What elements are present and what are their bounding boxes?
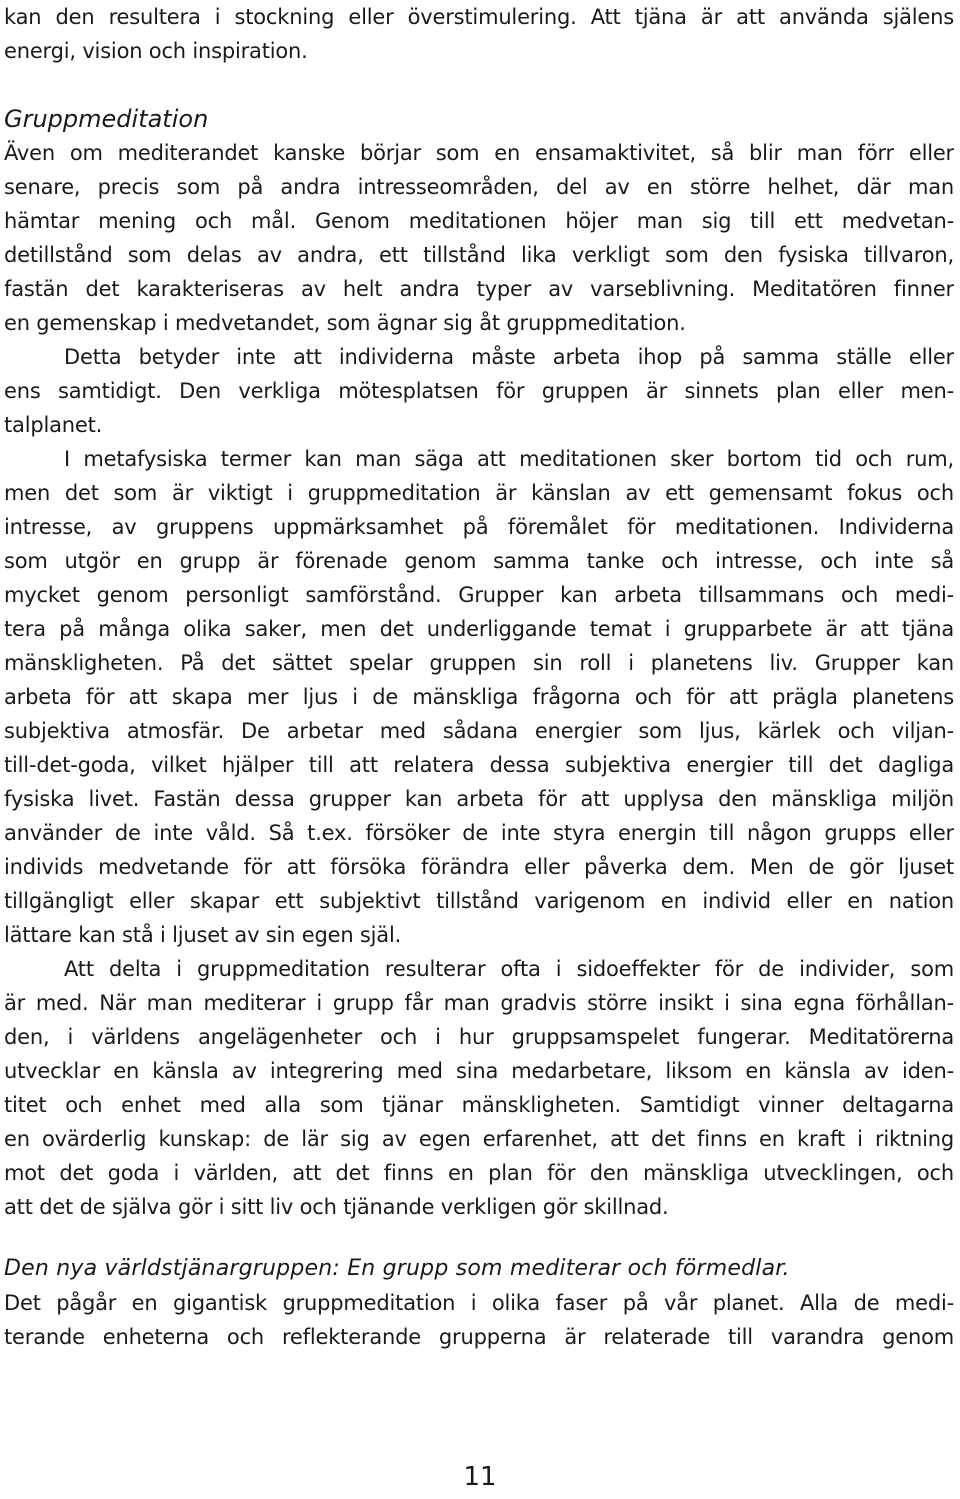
text-line: att det de själva gör i sitt liv och tjänande verkligen gör skillnad. — [4, 1195, 669, 1219]
text-line: som utgör en grupp är förenade genom samma tanke och intresse, och inte så — [4, 549, 954, 573]
text-line: utvecklar en känsla av integrering med sina medarbetare, liksom en känsla av iden- — [4, 1059, 954, 1083]
text-line: Att delta i gruppmeditation resulterar ofta i sidoeffekter för de individer, som — [64, 957, 954, 981]
text-line: individs medvetande för att försöka förändra eller påverka dem. Men de gör ljuset — [4, 855, 954, 879]
intro-paragraph — [4, 0, 954, 68]
text-line: talplanet. — [4, 413, 103, 437]
text-line: hämtar mening och mål. Genom meditationen höjer man sig till ett medvetan- — [4, 209, 954, 233]
text-line: lättare kan stå i ljuset av sin egen själ. — [4, 923, 402, 947]
text-line: men det som är viktigt i gruppmeditation är känslan av ett gemensamt fokus och — [4, 481, 954, 505]
text-line: senare, precis som på andra intresseområden, del av en större helhet, där man — [4, 175, 954, 199]
page-number: 11 — [463, 1462, 497, 1492]
text-line: subjektiva atmosfär. De arbetar med sådana energier som ljus, kärlek och viljan- — [4, 719, 954, 743]
section-heading-gruppmeditation: Gruppmeditation — [4, 105, 209, 133]
paragraph — [4, 952, 954, 1224]
text-line: Det pågår en gigantisk gruppmeditation i olika faser på vår planet. Alla de medi- — [4, 1291, 954, 1315]
text-line: fysiska livet. Fastän dessa grupper kan arbeta för att upplysa den mänskliga miljön — [4, 787, 954, 811]
spacer — [4, 1224, 954, 1252]
text-line: tillgängligt eller skapar ett subjektivt tillstånd varigenom en individ eller en nation — [4, 889, 954, 913]
text-line: fastän det karakteriseras av helt andra typer av varseblivning. Meditatören finner — [4, 277, 954, 301]
text-line: en gemenskap i medvetandet, som ägnar sig åt gruppmeditation. — [4, 311, 686, 335]
text-line: I metafysiska termer kan man säga att meditationen sker bortom tid och rum, — [64, 447, 954, 471]
text-line: titet och enhet med alla som tjänar mänskligheten. Samtidigt vinner deltagarna — [4, 1093, 954, 1117]
text-line: mycket genom personligt samförstånd. Grupper kan arbeta tillsammans och medi- — [4, 583, 954, 607]
paragraph — [4, 442, 954, 952]
text-line: en ovärderlig kunskap: de lär sig av egen erfarenhet, att det finns en kraft i riktning — [4, 1127, 954, 1151]
text-line: är med. När man mediterar i grupp får man gradvis större insikt i sina egna förhållan- — [4, 991, 954, 1015]
text-line: mot det goda i världen, att det finns en plan för den mänskliga utvecklingen, och — [4, 1161, 954, 1185]
text-line: till-det-goda, vilket hjälper till att relatera dessa subjektiva energier till det dagliga — [4, 753, 954, 777]
text-line: ens samtidigt. Den verkliga mötesplatsen för gruppen är sinnets plan eller men- — [4, 379, 954, 403]
text-line: använder de inte våld. Så t.ex. försöker de inte styra energin till någon grupps eller — [4, 821, 954, 845]
paragraph — [4, 340, 954, 442]
paragraph — [4, 136, 954, 340]
text-line: Även om mediterandet kanske börjar som en ensamaktivitet, så blir man förr eller — [4, 141, 954, 165]
text-line: den, i världens angelägenheter och i hur gruppsamspelet fungerar. Meditatörerna — [4, 1025, 954, 1049]
text-line: energi, vision och inspiration. — [4, 39, 308, 63]
text-line: detillstånd som delas av andra, ett tillstånd lika verkligt som den fysiska tillvaron, — [4, 243, 954, 267]
text-line: arbeta för att skapa mer ljus i de mänskliga frågorna och för att prägla planetens — [4, 685, 954, 709]
spacer — [4, 68, 954, 102]
text-line: tera på många olika saker, men det underliggande temat i grupparbete är att tjäna — [4, 617, 954, 641]
section-heading-varldstjanargruppen: Den nya världstjänargruppen: En grupp som mediterar och förmedlar. — [4, 1256, 790, 1281]
text-line: intresse, av gruppens uppmärksamhet på föremålet för meditationen. Individerna — [4, 515, 954, 539]
text-line: Detta betyder inte att individerna måste arbeta ihop på samma ställe eller — [64, 345, 954, 369]
text-line: mänskligheten. På det sättet spelar gruppen sin roll i planetens liv. Grupper kan — [4, 651, 954, 675]
text-line: terande enheterna och reflekterande grupperna är relaterade till varandra genom — [4, 1325, 954, 1349]
document-page — [4, 0, 954, 1354]
text-line: kan den resultera i stockning eller överstimulering. Att tjäna är att använda själens — [4, 5, 954, 29]
paragraph — [4, 1286, 954, 1354]
